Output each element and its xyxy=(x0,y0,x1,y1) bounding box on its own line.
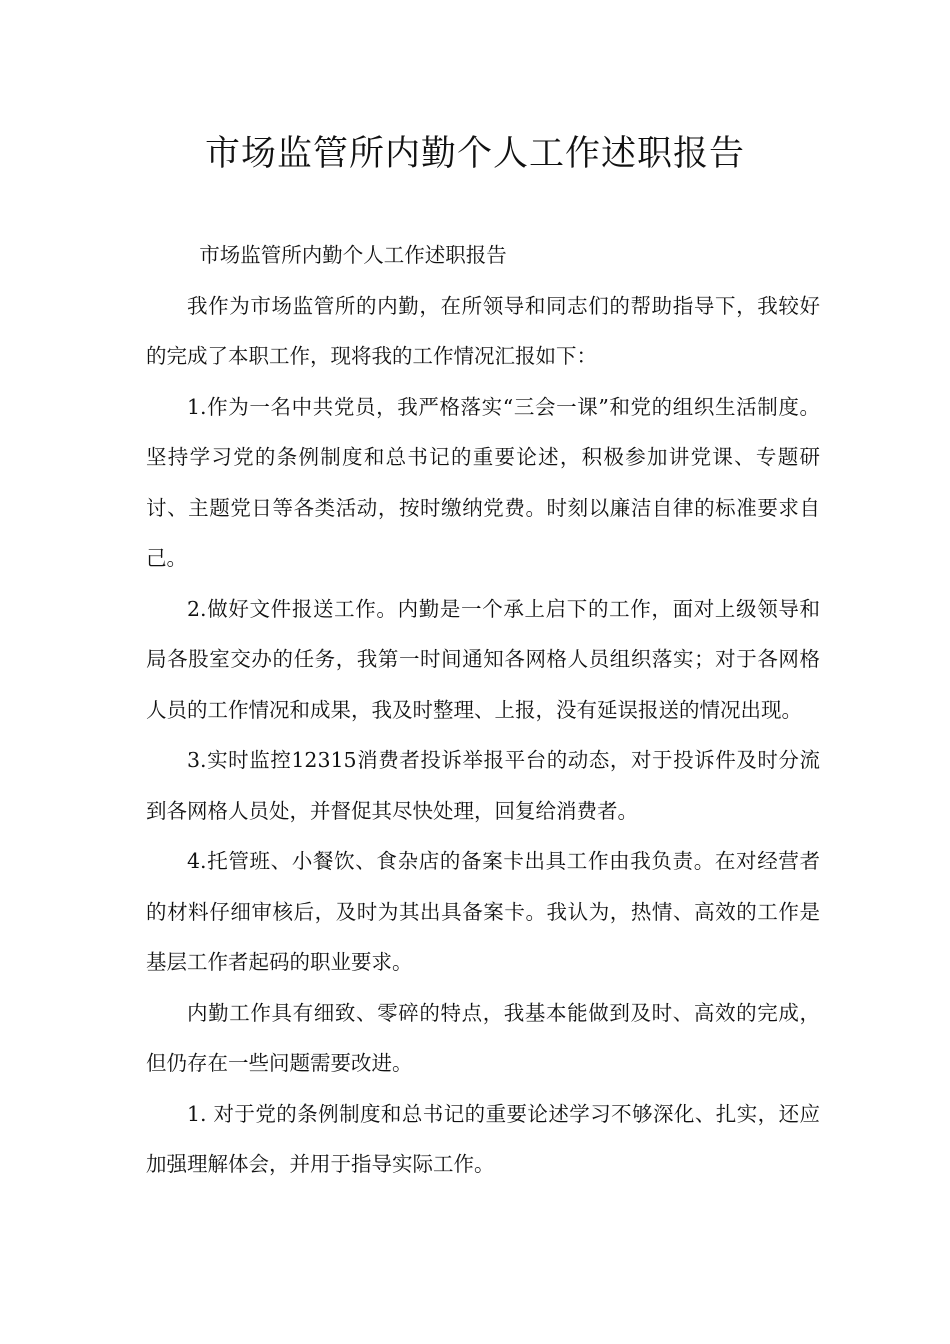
document-body xyxy=(146,230,820,1190)
document-subtitle: 市场监管所内勤个人工作述职报告 xyxy=(199,243,507,267)
item-paragraph-4: 4.托管班、小餐饮、食杂店的备案卡出具工作由我负责。在对经营者的材料仔细审核后，及时为其出具备案卡。我认为，热情、高效的工作是基层工作者起码的职业要求。 xyxy=(146,849,820,974)
item-paragraph-3: 3.实时监控12315消费者投诉举报平台的动态，对于投诉件及时分流到各网格人员处，并督促其尽快处理，回复给消费者。 xyxy=(146,748,820,823)
item-paragraph-2: 2.做好文件报送工作。内勤是一个承上启下的工作，面对上级领导和局各股室交办的任务，我第一时间通知各网格人员组织落实；对于各网格人员的工作情况和成果，我及时整理、上报，没有延误报送的情况出现。 xyxy=(146,596,820,722)
intro-paragraph: 我作为市场监管所的内勤，在所领导和同志们的帮助指导下，我较好的完成了本职工作，现将我的工作情况汇报如下： xyxy=(146,293,820,368)
item-paragraph-1: 1.作为一名中共党员，我严格落实“三会一课”和党的组织生活制度。坚持学习党的条例制度和总书记的重要论述，积极参加讲党课、专题研讨、主题党日等各类活动，按时缴纳党费。时刻以廉洁自律的标准要求自己。 xyxy=(146,394,820,570)
summary-paragraph: 内勤工作具有细致、零碎的特点，我基本能做到及时、高效的完成，但仍存在一些问题需要改进。 xyxy=(146,1000,820,1075)
issue-paragraph-1: 1. 对于党的条例制度和总书记的重要论述学习不够深化、扎实，还应加强理解体会，并用于指导实际工作。 xyxy=(146,1101,820,1176)
document-title: 市场监管所内勤个人工作述职报告 xyxy=(204,134,745,174)
